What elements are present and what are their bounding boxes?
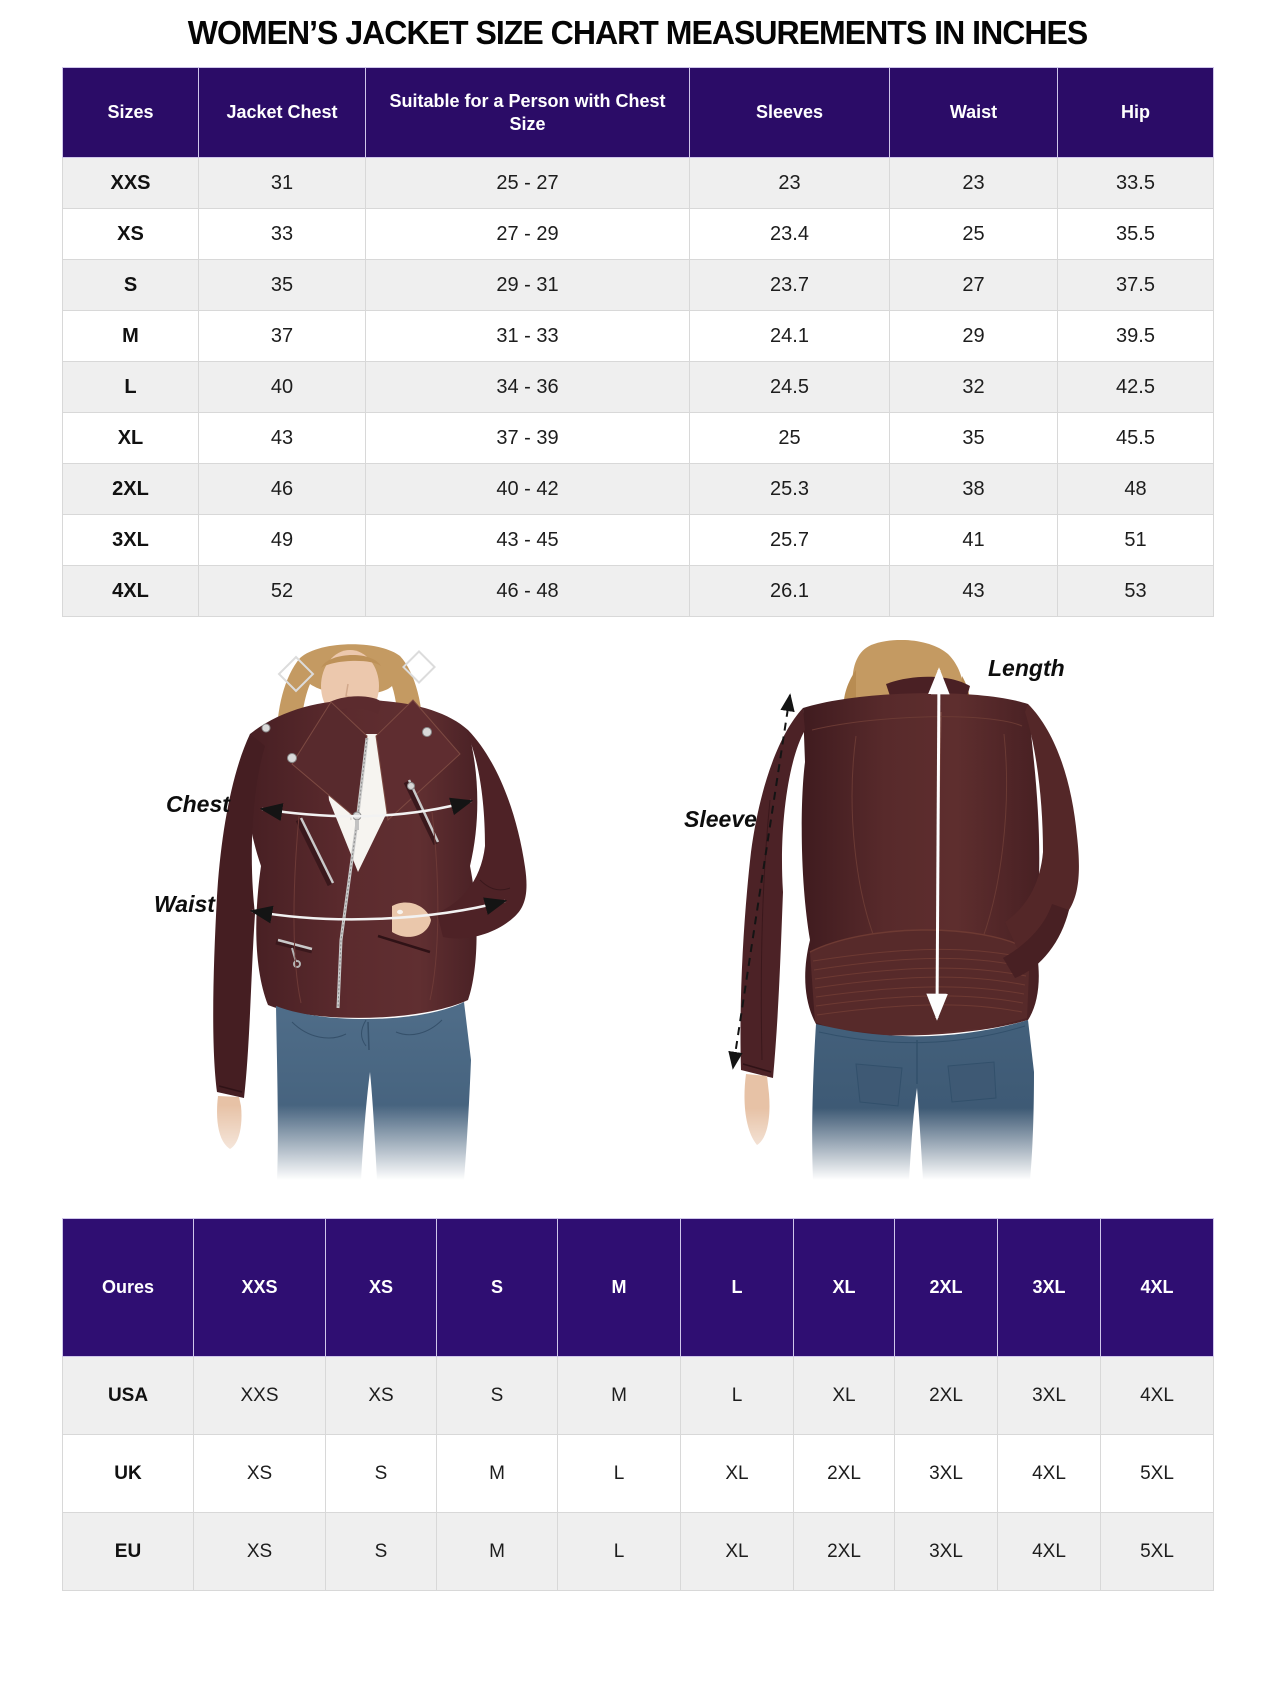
column-header: 3XL: [998, 1219, 1101, 1357]
table-row: [63, 566, 1214, 617]
table-cell: 25 - 27: [366, 158, 690, 209]
table-cell: S: [437, 1357, 558, 1435]
table-cell: 40: [199, 362, 366, 413]
table-cell: 23: [690, 158, 890, 209]
row-header: M: [63, 311, 199, 362]
conversion-table-header-row: [63, 1219, 1214, 1357]
table-cell: 49: [199, 515, 366, 566]
table-row: [63, 464, 1214, 515]
column-header: XL: [794, 1219, 895, 1357]
table-cell: 25.7: [690, 515, 890, 566]
row-header: XL: [63, 413, 199, 464]
table-cell: 37 - 39: [366, 413, 690, 464]
table-cell: L: [558, 1513, 681, 1591]
table-cell: 34 - 36: [366, 362, 690, 413]
column-header: Waist: [890, 68, 1058, 158]
conversion-table: [62, 1218, 1214, 1591]
table-cell: 3XL: [895, 1513, 998, 1591]
row-header: 3XL: [63, 515, 199, 566]
table-row: [63, 1513, 1214, 1591]
table-cell: XS: [194, 1513, 326, 1591]
table-cell: 26.1: [690, 566, 890, 617]
table-row: [63, 260, 1214, 311]
table-cell: XS: [326, 1357, 437, 1435]
table-cell: 43: [890, 566, 1058, 617]
table-row: [63, 515, 1214, 566]
table-cell: 35.5: [1058, 209, 1214, 260]
table-cell: 27: [890, 260, 1058, 311]
table-cell: 33: [199, 209, 366, 260]
back-view-photo: [660, 640, 1080, 1180]
table-row: [63, 209, 1214, 260]
table-cell: S: [326, 1513, 437, 1591]
table-cell: 4XL: [998, 1435, 1101, 1513]
column-header: 2XL: [895, 1219, 998, 1357]
table-cell: L: [558, 1435, 681, 1513]
table-cell: 43: [199, 413, 366, 464]
table-cell: 38: [890, 464, 1058, 515]
table-cell: 43 - 45: [366, 515, 690, 566]
table-cell: 31: [199, 158, 366, 209]
table-cell: XL: [794, 1357, 895, 1435]
table-cell: 2XL: [895, 1357, 998, 1435]
table-cell: M: [437, 1513, 558, 1591]
table-row: [63, 158, 1214, 209]
table-cell: 29: [890, 311, 1058, 362]
table-cell: 5XL: [1101, 1435, 1214, 1513]
table-cell: XXS: [194, 1357, 326, 1435]
column-header: Sizes: [63, 68, 199, 158]
size-table: [62, 67, 1214, 617]
row-header: L: [63, 362, 199, 413]
table-cell: 4XL: [1101, 1357, 1214, 1435]
row-header: USA: [63, 1357, 194, 1435]
length-label: Length: [988, 655, 1065, 681]
table-cell: 45.5: [1058, 413, 1214, 464]
table-cell: 3XL: [998, 1357, 1101, 1435]
table-cell: 23.7: [690, 260, 890, 311]
column-header: L: [681, 1219, 794, 1357]
table-cell: 33.5: [1058, 158, 1214, 209]
table-cell: 25: [690, 413, 890, 464]
table-cell: M: [437, 1435, 558, 1513]
front-model: [180, 644, 540, 1180]
table-cell: 27 - 29: [366, 209, 690, 260]
table-row: [63, 311, 1214, 362]
table-cell: 24.1: [690, 311, 890, 362]
back-model: [660, 640, 1080, 1180]
sleeve-label: Sleeve: [684, 806, 757, 832]
table-cell: 23: [890, 158, 1058, 209]
table-cell: 32: [890, 362, 1058, 413]
table-cell: 46 - 48: [366, 566, 690, 617]
table-cell: 3XL: [895, 1435, 998, 1513]
row-header: S: [63, 260, 199, 311]
table-row: [63, 1435, 1214, 1513]
waist-label: Waist: [154, 891, 215, 917]
column-header: Jacket Chest: [199, 68, 366, 158]
table-cell: 35: [199, 260, 366, 311]
table-cell: M: [558, 1357, 681, 1435]
chest-label: Chest: [166, 791, 230, 817]
front-view-photo: [180, 640, 540, 1180]
row-header: XXS: [63, 158, 199, 209]
table-row: [63, 413, 1214, 464]
row-header: 4XL: [63, 566, 199, 617]
table-cell: 42.5: [1058, 362, 1214, 413]
table-cell: 25.3: [690, 464, 890, 515]
table-cell: 40 - 42: [366, 464, 690, 515]
table-cell: 48: [1058, 464, 1214, 515]
table-cell: 35: [890, 413, 1058, 464]
column-header: 4XL: [1101, 1219, 1214, 1357]
table-cell: 2XL: [794, 1513, 895, 1591]
column-header: XS: [326, 1219, 437, 1357]
table-cell: 53: [1058, 566, 1214, 617]
page-title: WOMEN’S JACKET SIZE CHART MEASUREMENTS IN INCHES: [187, 14, 1088, 51]
column-header: Oures: [63, 1219, 194, 1357]
table-cell: 52: [199, 566, 366, 617]
table-cell: 37: [199, 311, 366, 362]
table-cell: 51: [1058, 515, 1214, 566]
table-row: [63, 1357, 1214, 1435]
column-header: M: [558, 1219, 681, 1357]
table-cell: 29 - 31: [366, 260, 690, 311]
table-cell: L: [681, 1357, 794, 1435]
table-cell: 23.4: [690, 209, 890, 260]
table-cell: 37.5: [1058, 260, 1214, 311]
table-cell: 46: [199, 464, 366, 515]
table-cell: 2XL: [794, 1435, 895, 1513]
table-cell: XL: [681, 1435, 794, 1513]
table-cell: 41: [890, 515, 1058, 566]
row-header: XS: [63, 209, 199, 260]
row-header: 2XL: [63, 464, 199, 515]
table-cell: 5XL: [1101, 1513, 1214, 1591]
table-cell: 31 - 33: [366, 311, 690, 362]
column-header: XXS: [194, 1219, 326, 1357]
column-header: Suitable for a Person with Chest Size: [366, 68, 690, 158]
size-table-header-row: [63, 68, 1214, 158]
column-header: S: [437, 1219, 558, 1357]
column-header: Hip: [1058, 68, 1214, 158]
table-cell: 39.5: [1058, 311, 1214, 362]
table-row: [63, 362, 1214, 413]
table-cell: XL: [681, 1513, 794, 1591]
row-header: EU: [63, 1513, 194, 1591]
table-cell: 25: [890, 209, 1058, 260]
table-cell: 24.5: [690, 362, 890, 413]
table-cell: S: [326, 1435, 437, 1513]
table-cell: 4XL: [998, 1513, 1101, 1591]
table-cell: XS: [194, 1435, 326, 1513]
column-header: Sleeves: [690, 68, 890, 158]
row-header: UK: [63, 1435, 194, 1513]
